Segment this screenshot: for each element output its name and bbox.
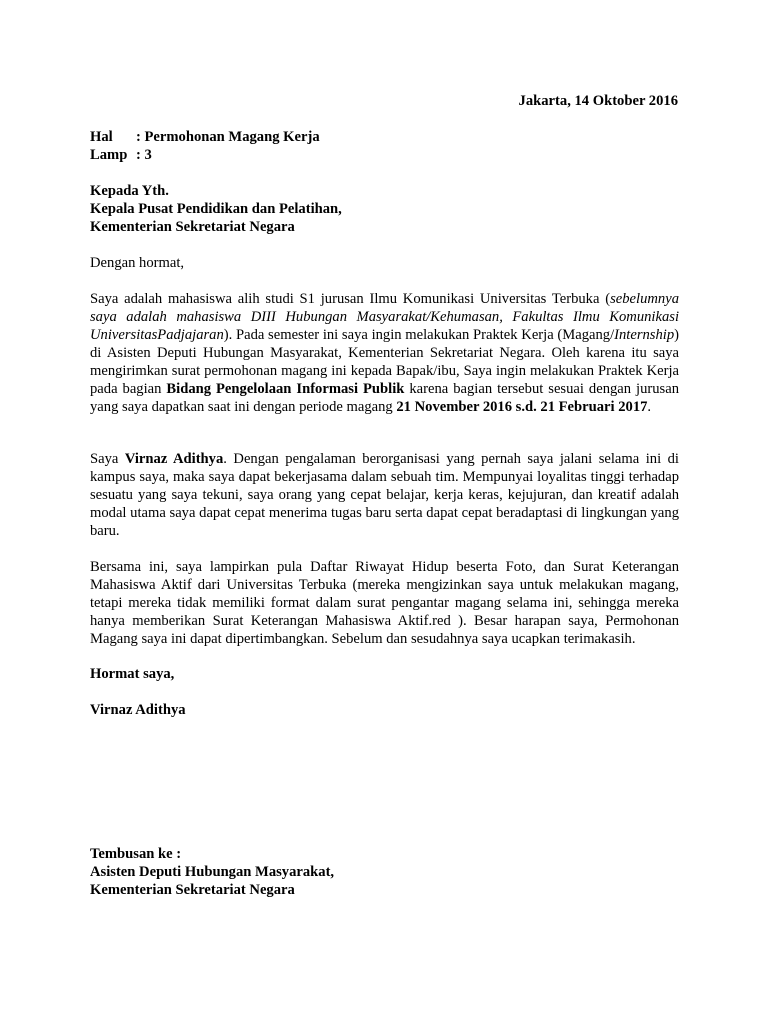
recipient-line-1: Kepada Yth. bbox=[90, 183, 169, 199]
subject-block bbox=[90, 128, 320, 164]
place-date: Jakarta, 14 Oktober 2016 bbox=[518, 93, 678, 109]
subject-lamp-row bbox=[90, 146, 320, 164]
closing: Hormat saya, bbox=[90, 666, 175, 682]
p1-text-3: ) di Asisten Deputi Hubungan Masyarakat, Kementerian Sekretariat Negara. Oleh karena itu saya mengirimkan surat permohonan magang ini kepada Bapak/ibu, Saya ingin melakukan Praktek Kerja pada bagian bbox=[90, 327, 679, 397]
p1-bold-2: 21 November 2016 s.d. 21 Februari 2017 bbox=[396, 399, 648, 415]
p1-italic-2: Internship bbox=[614, 327, 675, 343]
greeting: Dengan hormat, bbox=[90, 255, 185, 271]
p1-text-2: ). Pada semester ini saya ingin melakukan Praktek Kerja (Magang/ bbox=[223, 327, 615, 343]
p2-text-2: . Dengan pengalaman berorganisasi yang pernah saya jalani selama ini di kampus saya, maka saya dapat bekerjasama dalam sebuah tim. Mempunyai loyalitas tinggi terhadap sesuatu yang saya tekuni, saya orang yang cepat belajar, kerja keras, kejujuran, dan kreatif adalah modal utama saya dapat cepat menerima tugas baru serta dapat cepat beradaptasi di lingkungan yang baru. bbox=[90, 451, 679, 539]
lamp-value: : 3 bbox=[136, 147, 152, 163]
p1-italic-1: sebelumnya saya adalah mahasiswa DIII Hubungan Masyarakat/Kehumasan, Fakultas Ilmu Komunikasi UniversitasPadjajaran bbox=[90, 291, 679, 343]
p2-text-1: Saya bbox=[90, 451, 125, 467]
subject-hal-row bbox=[90, 128, 320, 146]
cc-line-1: Asisten Deputi Hubungan Masyarakat, bbox=[90, 864, 335, 880]
p1-text-5: . bbox=[647, 399, 652, 415]
cc-line-2: Kementerian Sekretariat Negara bbox=[90, 882, 295, 898]
paragraph-3 bbox=[90, 558, 679, 648]
paragraph-1 bbox=[90, 290, 679, 416]
cc-block bbox=[90, 845, 334, 899]
recipient-line-3: Kementerian Sekretariat Negara bbox=[90, 219, 295, 235]
p2-bold-1: Virnaz Adithya bbox=[124, 451, 224, 467]
p3-text: Bersama ini, saya lampirkan pula Daftar Riwayat Hidup beserta Foto, dan Surat Keterangan Mahasiswa Aktif dari Universitas Terbuka (mereka mengizinkan saya untuk melakukan magang, tetapi mereka tidak memiliki format dalam surat pengantar magang selama ini, sehingga mereka hanya memberikan Surat Keterangan Mahasiswa Aktif.red ). Besar harapan saya, Permohonan Magang saya ini dapat dipertimbangkan. Sebelum dan sesudahnya saya ucapkan terimakasih. bbox=[90, 559, 679, 647]
p1-text-4: karena bagian tersebut sesuai dengan jurusan yang saya dapatkan saat ini dengan periode magang bbox=[90, 381, 680, 415]
hal-value: : Permohonan Magang Kerja bbox=[136, 129, 320, 145]
recipient-block bbox=[90, 182, 680, 236]
recipient-line-2: Kepala Pusat Pendidikan dan Pelatihan, bbox=[90, 201, 342, 217]
signer-name: Virnaz Adithya bbox=[90, 702, 186, 718]
cc-label: Tembusan ke : bbox=[90, 846, 182, 862]
hal-label: Hal bbox=[90, 129, 113, 145]
lamp-label: Lamp bbox=[90, 147, 128, 163]
p1-bold-1: Bidang Pengelolaan Informasi Publik bbox=[166, 381, 405, 397]
p1-text-1: Saya adalah mahasiswa alih studi S1 jurusan Ilmu Komunikasi Universitas Terbuka ( bbox=[90, 291, 611, 307]
paragraph-2 bbox=[90, 450, 679, 540]
